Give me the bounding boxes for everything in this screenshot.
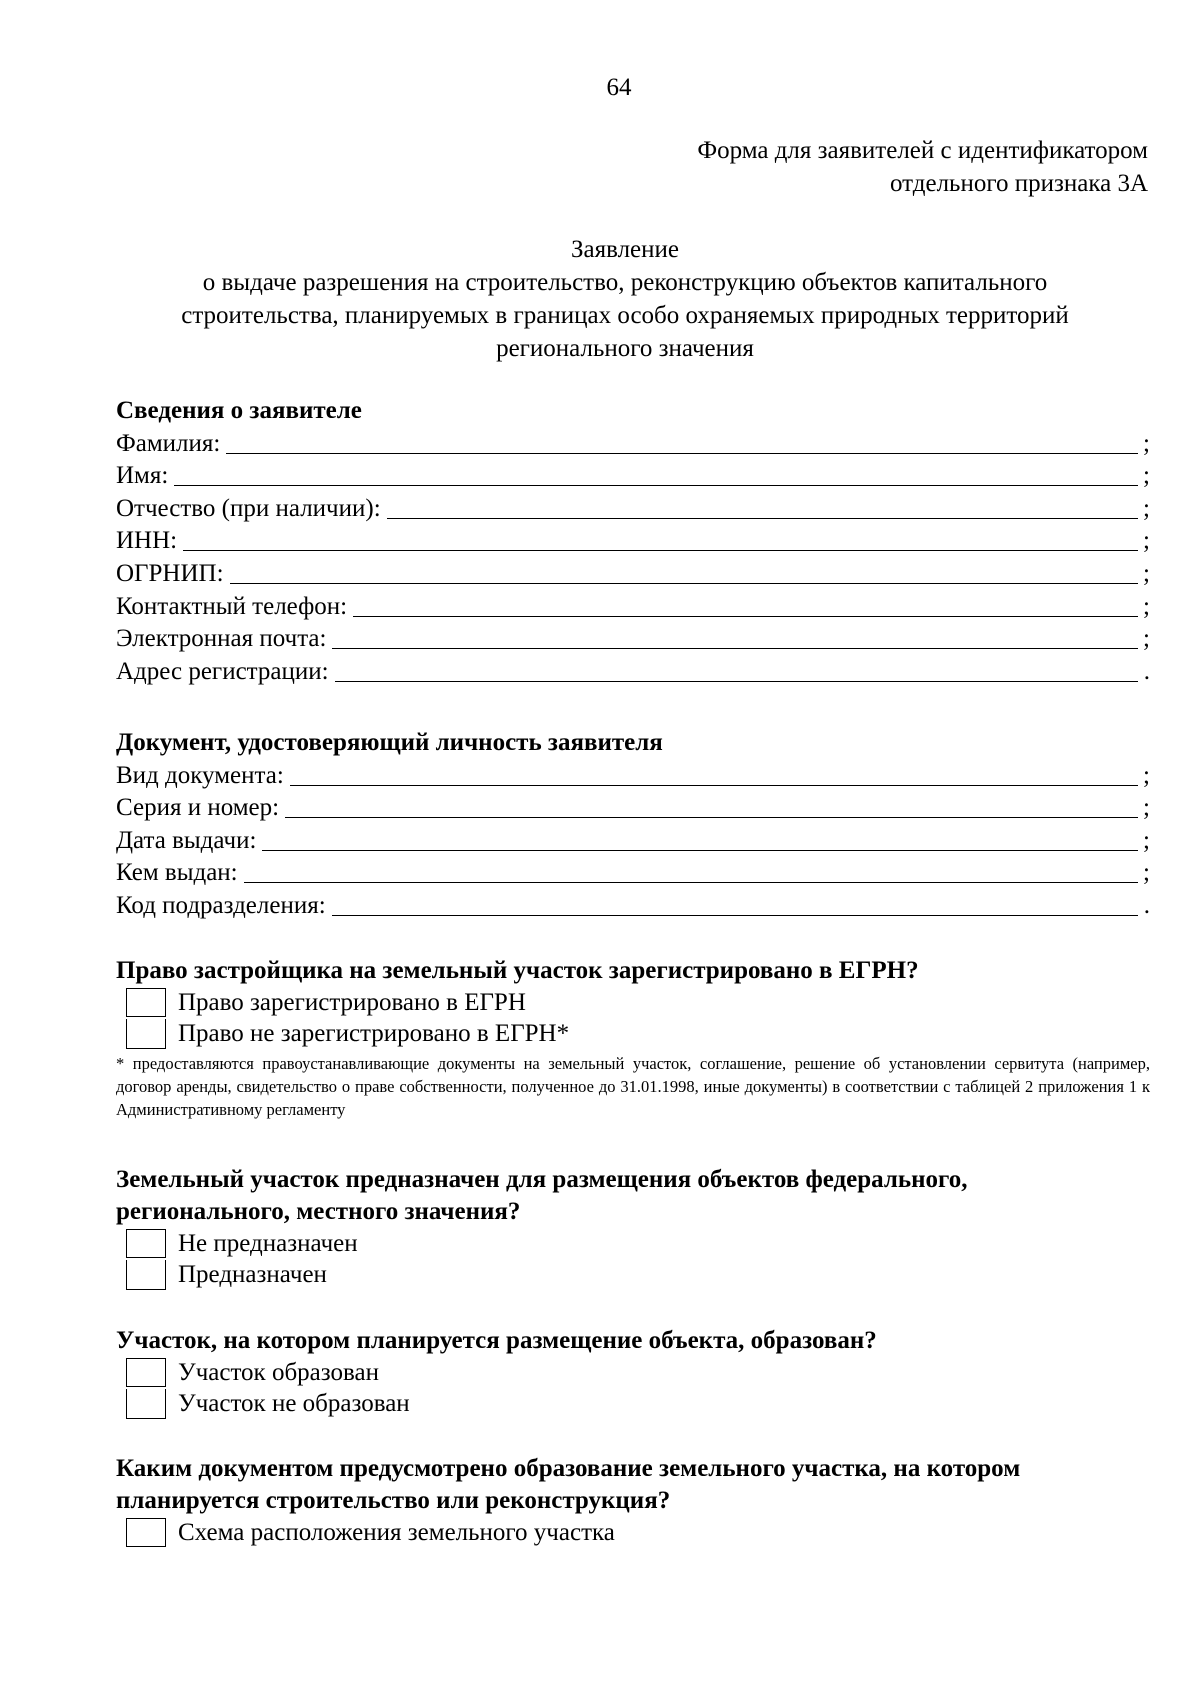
input-line[interactable] (285, 816, 1138, 818)
checkbox[interactable] (126, 1358, 166, 1387)
footnote: * предоставляются правоустанавливающие документы на земельный участок, соглашение, решение об установлении сервитута (например, договор аренды, свидетельство о праве собственности, полученное до 31.01.1998, иные документы) в соответствии с таблицей 2 приложения 1 к Административному регламенту (116, 1054, 1150, 1119)
phone-field[interactable]: Контактный телефон: ; (116, 592, 1150, 620)
option-plot-formed[interactable]: Участок образован (126, 1357, 1150, 1389)
issue-date-field[interactable]: Дата выдачи: ; (116, 826, 1150, 854)
surname-field[interactable]: Фамилия: ; (116, 429, 1150, 457)
input-line[interactable] (262, 849, 1138, 851)
input-line[interactable] (226, 452, 1138, 454)
form-note-line: отдельного признака 3А (890, 170, 1148, 197)
input-line[interactable] (174, 484, 1138, 486)
input-line[interactable] (332, 914, 1138, 916)
checkbox[interactable] (126, 1229, 166, 1258)
land-right-heading: Право застройщика на земельный участок зарегистрировано в ЕГРН? (116, 957, 919, 984)
option-right-registered[interactable]: Право зарегистрировано в ЕГРН (126, 987, 1150, 1019)
checkbox[interactable] (126, 1260, 166, 1290)
applicant-section (116, 395, 1150, 688)
series-number-field[interactable]: Серия и номер: ; (116, 794, 1150, 822)
inn-field[interactable]: ИНН: ; (116, 527, 1150, 555)
title-line: о выдаче разрешения на строительство, реконструкцию объектов капитального (202, 269, 1048, 296)
land-right-section (116, 955, 1150, 1121)
patronymic-field[interactable]: Отчество (при наличии): ; (116, 494, 1150, 522)
applicant-heading: Сведения о заявителе (116, 397, 362, 424)
identity-document-section (116, 727, 1150, 922)
identity-document-heading: Документ, удостоверяющий личность заявителя (116, 729, 663, 756)
checkbox[interactable] (126, 988, 166, 1017)
option-plot-not-formed[interactable]: Участок не образован (126, 1389, 1150, 1421)
input-line[interactable] (387, 517, 1138, 519)
option-not-intended[interactable]: Не предназначен (126, 1228, 1150, 1260)
title-line: регионального значения (496, 335, 754, 362)
applicant-fields (116, 427, 1150, 688)
plot-formed-heading: Участок, на котором планируется размещение объекта, образован? (116, 1327, 877, 1354)
page-number: 64 (606, 74, 632, 101)
checkbox[interactable] (126, 1389, 166, 1419)
input-line[interactable] (335, 680, 1138, 682)
title-line: Заявление (570, 236, 680, 263)
form-note-line: Форма для заявителей с идентификатором (697, 137, 1148, 164)
document-title (108, 233, 1142, 365)
option-right-not-registered[interactable]: Право не зарегистрировано в ЕГРН* (126, 1019, 1150, 1051)
checkbox[interactable] (126, 1019, 166, 1049)
input-line[interactable] (244, 881, 1138, 883)
division-code-field[interactable]: Код подразделения: . (116, 891, 1150, 919)
input-line[interactable] (332, 647, 1138, 649)
input-line[interactable] (353, 615, 1138, 617)
name-field[interactable]: Имя: ; (116, 462, 1150, 490)
title-line: строительства, планируемых в границах особо охраняемых природных территорий (181, 302, 1069, 329)
option-intended[interactable]: Предназначен (126, 1260, 1150, 1292)
checkbox[interactable] (126, 1518, 166, 1547)
option-layout-scheme[interactable]: Схема расположения земельного участка (126, 1517, 1150, 1549)
plot-formed-section (116, 1325, 1150, 1420)
input-line[interactable] (290, 784, 1138, 786)
address-field[interactable]: Адрес регистрации: . (116, 657, 1150, 685)
land-purpose-heading: Земельный участок предназначен для размещения объектов федерального, регионального, местного значения? (116, 1166, 968, 1225)
formation-document-heading: Каким документом предусмотрено образование земельного участка, на котором планируется строительство или реконструкция? (116, 1455, 1021, 1514)
form-note (697, 134, 1148, 200)
document-type-field[interactable]: Вид документа: ; (116, 761, 1150, 789)
land-purpose-section (116, 1164, 1150, 1291)
input-line[interactable] (230, 582, 1138, 584)
ogrnip-field[interactable]: ОГРНИП: ; (116, 559, 1150, 587)
email-field[interactable]: Электронная почта: ; (116, 625, 1150, 653)
input-line[interactable] (183, 549, 1138, 551)
formation-document-section (116, 1453, 1150, 1549)
issued-by-field[interactable]: Кем выдан: ; (116, 859, 1150, 887)
